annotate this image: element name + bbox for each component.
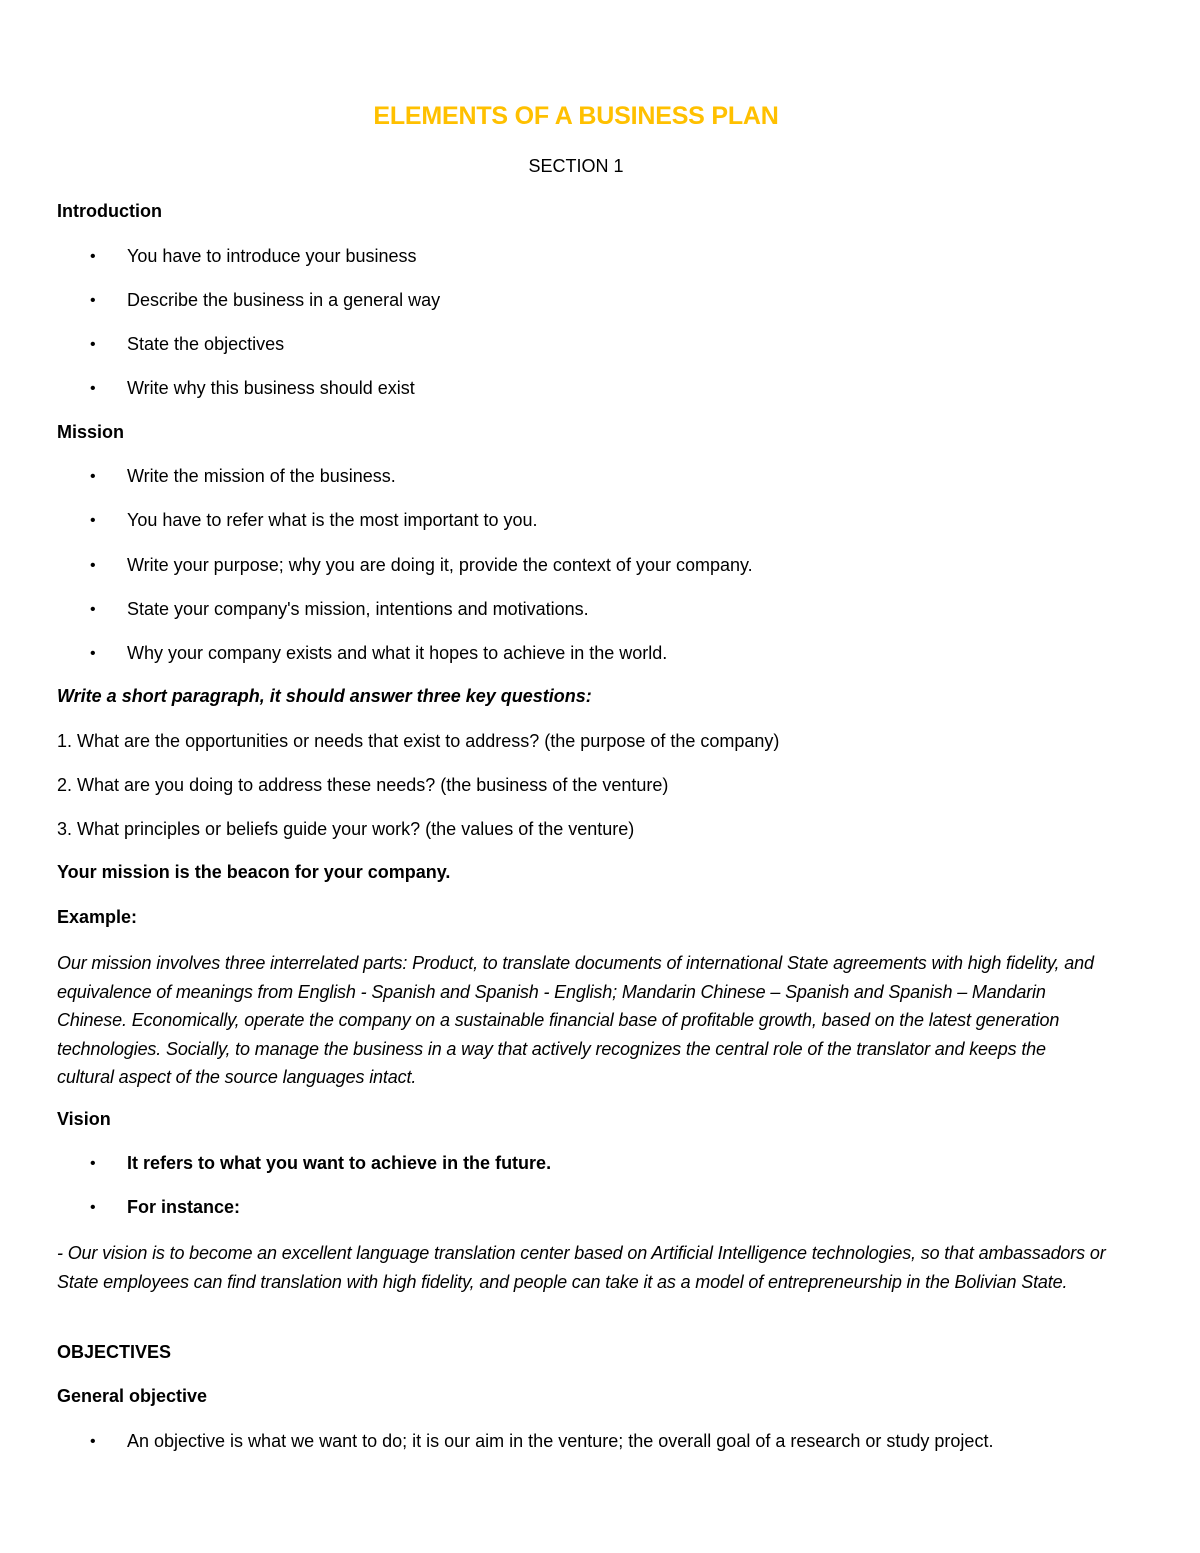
bullet-marker: • — [90, 292, 96, 309]
vision-item: It refers to what you want to achieve in the future. — [127, 1153, 552, 1173]
mission-prompt: Write a short paragraph, it should answer three key questions: — [57, 686, 592, 706]
section-label: SECTION 1 — [528, 156, 624, 176]
key-question: 2. What are you doing to address these needs? (the business of the venture) — [57, 775, 669, 795]
introduction-heading: Introduction — [57, 201, 162, 221]
mission-item: Why your company exists and what it hopes to achieve in the world. — [127, 643, 668, 663]
introduction-item: You have to introduce your business — [127, 246, 417, 266]
mission-beacon-statement: Your mission is the beacon for your company. — [57, 862, 451, 882]
introduction-item: Write why this business should exist — [127, 378, 415, 398]
bullet-marker: • — [90, 336, 96, 353]
document-title: ELEMENTS OF A BUSINESS PLAN — [373, 102, 779, 130]
bullet-marker: • — [90, 1155, 96, 1172]
key-question: 1. What are the opportunities or needs that exist to address? (the purpose of the company) — [57, 731, 780, 751]
objectives-heading: OBJECTIVES — [57, 1342, 172, 1362]
bullet-marker: • — [90, 601, 96, 618]
mission-item: State your company's mission, intentions and motivations. — [127, 599, 589, 619]
key-question: 3. What principles or beliefs guide your work? (the values of the venture) — [57, 819, 635, 839]
objective-item: An objective is what we want to do; it is our aim in the venture; the overall goal of a research or study project. — [127, 1431, 994, 1451]
bullet-marker: • — [90, 1199, 96, 1216]
general-objective-heading: General objective — [57, 1386, 208, 1406]
introduction-item: State the objectives — [127, 334, 285, 354]
mission-heading: Mission — [57, 422, 125, 442]
bullet-marker: • — [90, 1433, 96, 1450]
example-label: Example: — [57, 907, 138, 927]
introduction-item: Describe the business in a general way — [127, 290, 441, 310]
vision-heading: Vision — [57, 1109, 111, 1129]
vision-item: For instance: — [127, 1197, 241, 1217]
mission-item: Write the mission of the business. — [127, 466, 396, 486]
bullet-marker: • — [90, 512, 96, 529]
bullet-marker: • — [90, 645, 96, 662]
mission-item: Write your purpose; why you are doing it, provide the context of your company. — [127, 555, 753, 575]
mission-example-paragraph: Our mission involves three interrelated parts: Product, to translate documents of international State agreements with high fidelity, and equivalence of meanings from English - Spanish and Spanish - English; Mandarin Chinese – Spanish and Spanish – Mandarin Chinese. Economically, operate the company on a sustainable financial base of profitable growth, based on the latest generation technologies. Socially, to manage the business in a way that actively recognizes the central role of the translator and keeps the cultural aspect of the source languages intact. — [57, 953, 1094, 1087]
bullet-marker: • — [90, 380, 96, 397]
vision-example-paragraph: - Our vision is to become an excellent language translation center based on Artificial Intelligence technologies, so that ambassadors or State employees can find translation with high fidelity, and people can take it as a model of entrepreneurship in the Bolivian State. — [57, 1243, 1106, 1292]
bullet-marker: • — [90, 557, 96, 574]
bullet-marker: • — [90, 248, 96, 265]
mission-item: You have to refer what is the most important to you. — [127, 510, 538, 530]
bullet-marker: • — [90, 468, 96, 485]
